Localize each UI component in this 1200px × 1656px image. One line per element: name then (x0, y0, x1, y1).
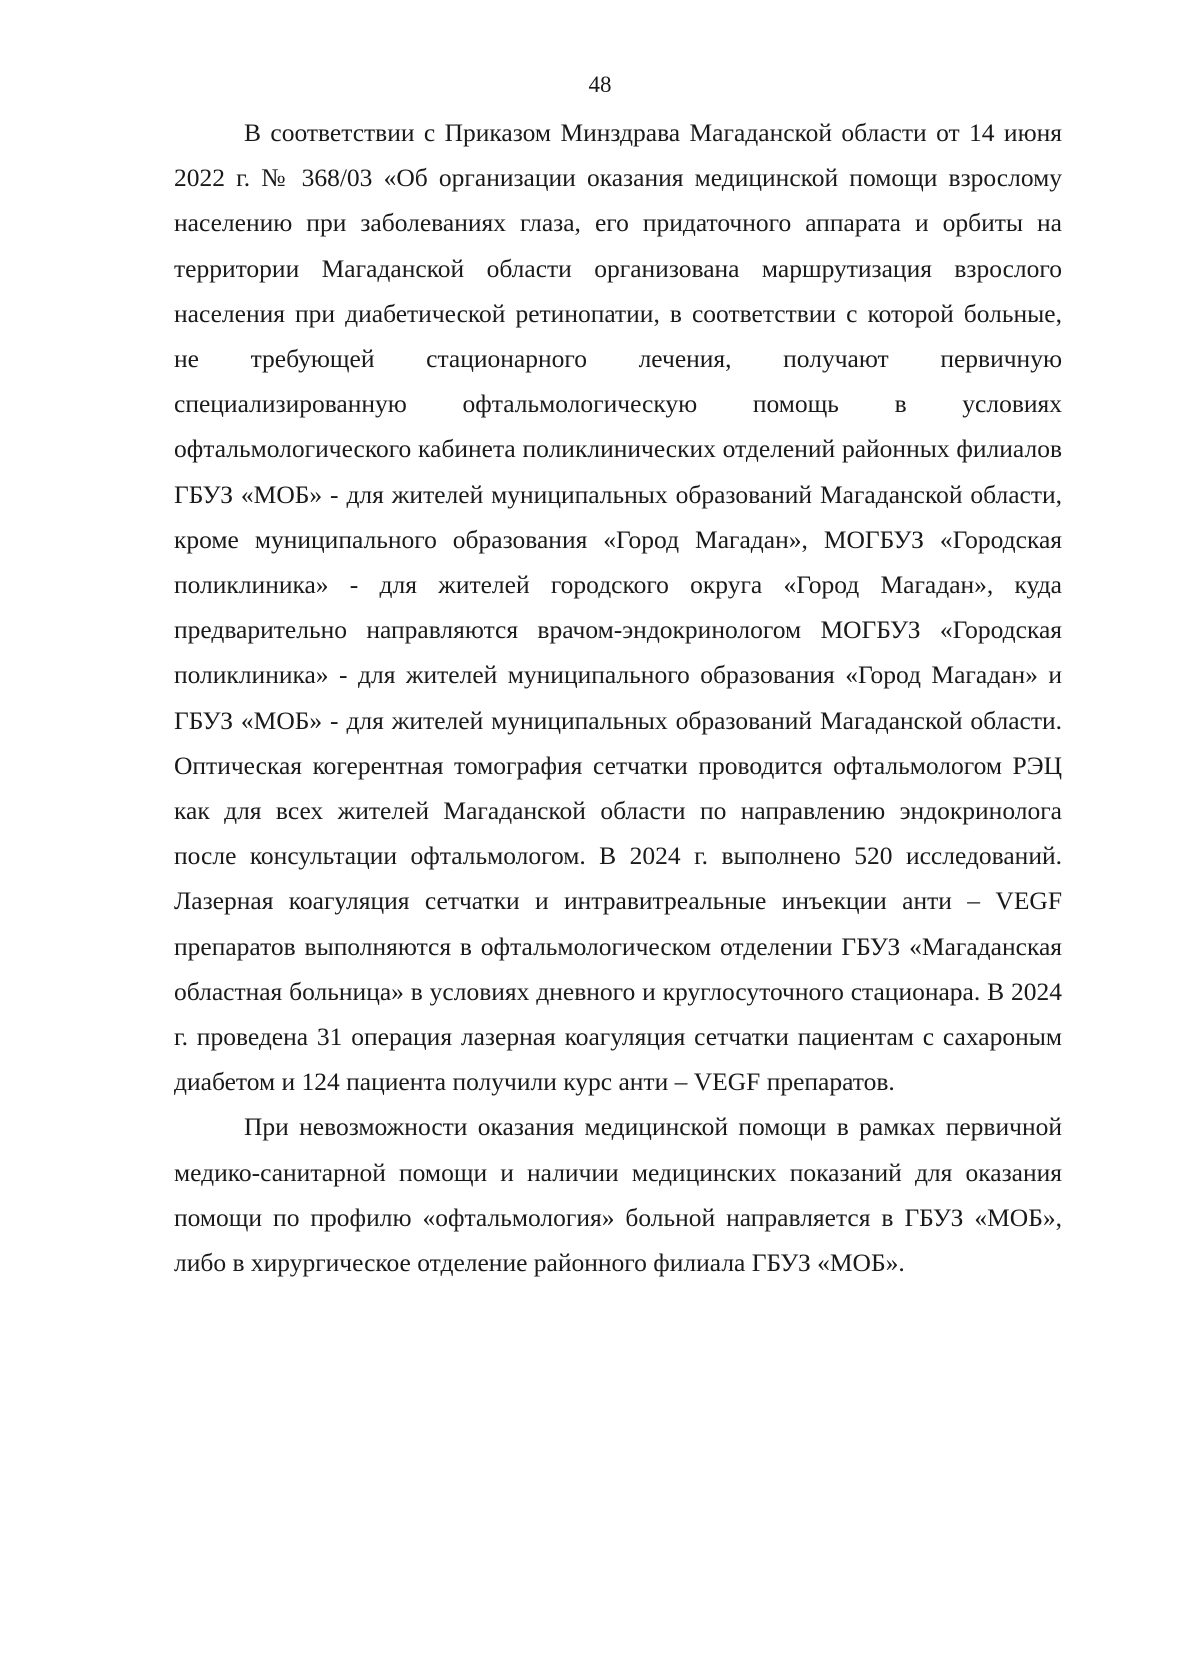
page-number: 48 (588, 72, 612, 97)
paragraph-referral: При невозможности оказания медицинской помощи в рамках первичной медико-санитарной помощи и наличии медицинских показаний для оказания помощи по профилю «офтальмология» больной направляется в ГБУЗ «МОБ», либо в хирургическое отделение районного филиала ГБУЗ «МОБ». (174, 1112, 1062, 1278)
document-body (174, 110, 1062, 1285)
paragraph-routing: В соответствии с Приказом Минздрава Магаданской области от 14 июня 2022 г. № 368/03 «Об организации оказания медицинской помощи взрослому населению при заболеваниях глаза, его придаточного аппарата и орбиты на территории Магаданской области организована маршрутизация взрослого населения при диабетической ретинопатии, в соответствии с которой больные, не требующей стационарного лечения, получают первичную специализированную офтальмологическую помощь в условиях офтальмологического кабинета поликлинических отделений районных филиалов ГБУЗ «МОБ» - для жителей муниципальных образований Магаданской области, кроме муниципального образования «Город Магадан», МОГБУЗ «Городская поликлиника» - для жителей городского округа «Город Магадан», куда предварительно направляются врачом-эндокринологом МОГБУЗ «Городская поликлиника» - для жителей муниципального образования «Город Магадан» и ГБУЗ «МОБ» - для жителей муниципальных образований Магаданской области. Оптическая когерентная томография сетчатки проводится офтальмологом РЭЦ как для всех жителей Магаданской области по направлению эндокринолога после консультации офтальмологом. В 2024 г. выполнено 520 исследований. Лазерная коагуляция сетчатки и интравитреальные инъекции анти – VEGF препаратов выполняются в офтальмологическом отделении ГБУЗ «Магаданская областная больница» в условиях дневного и круглосуточного стационара. В 2024 г. проведена 31 операция лазерная коагуляция сетчатки пациентам с сахароным диабетом и 124 пациента получили курс анти – VEGF препаратов. (174, 118, 1062, 1097)
